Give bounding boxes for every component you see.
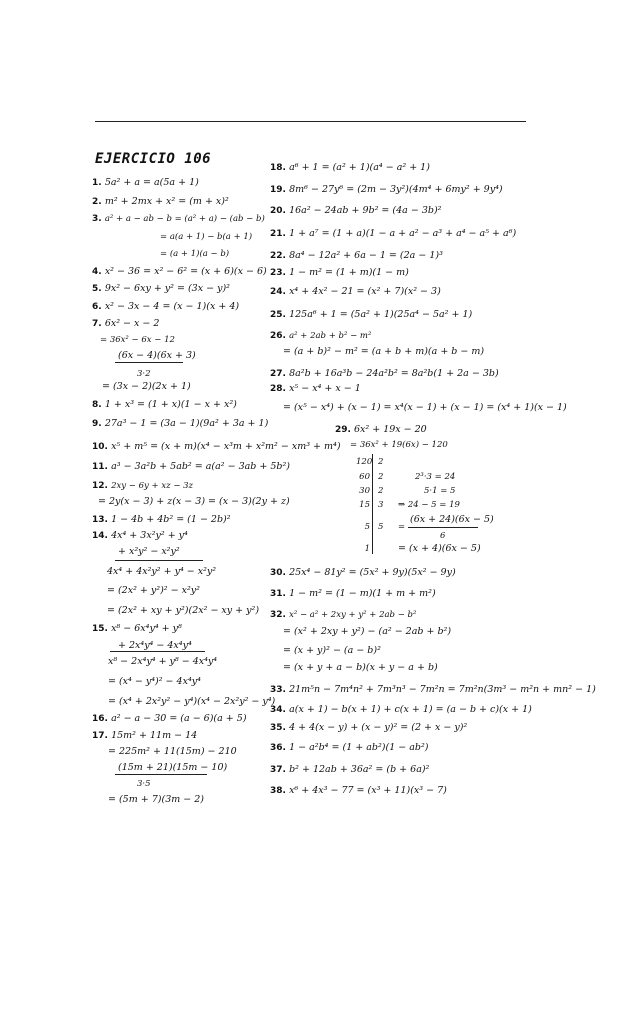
factor-table-cell: 30 xyxy=(359,486,370,496)
exercise-line xyxy=(118,350,196,362)
exercise-line xyxy=(270,267,409,279)
exercise-line xyxy=(270,609,416,621)
exercise-line xyxy=(270,162,430,174)
exercise-number: 15. xyxy=(92,624,112,634)
exercise-line xyxy=(270,722,467,734)
exercise-line xyxy=(92,283,230,295)
exercise-number: 37. xyxy=(270,765,290,775)
exercise-number: 23. xyxy=(270,268,290,278)
exercise-expression: a² + a − ab − b = (a² + a) − (ab − b) xyxy=(104,214,265,224)
exercise-line xyxy=(160,248,229,260)
exercise-expression: 9x² − 6xy + y² = (3x − y)² xyxy=(104,283,230,294)
exercise-expression: 6x² + 19x − 20 xyxy=(353,424,427,435)
exercise-expression: x⁶ + 4x³ − 77 = (x³ + 11)(x³ − 7) xyxy=(289,785,447,796)
exercise-expression: = (2x² + y²)² − x²y² xyxy=(107,585,200,596)
page-title: EJERCICIO 106 xyxy=(95,151,212,167)
exercise-expression: = (x⁴ + 2x²y² − y⁴)(x⁴ − 2x²y² − y⁴) xyxy=(108,696,276,707)
exercise-line xyxy=(92,623,182,635)
exercise-expression: 4x⁴ + 4x²y² + y⁴ − x²y² xyxy=(107,566,217,577)
exercise-line xyxy=(108,656,217,668)
exercise-number: 27. xyxy=(270,369,290,379)
exercise-line xyxy=(118,546,180,558)
exercise-expression: x² − 3x − 4 = (x − 1)(x + 4) xyxy=(104,301,240,312)
exercise-number: 24. xyxy=(270,287,290,297)
exercise-number: 22. xyxy=(270,251,290,261)
exercise-expression: 5a² + a = a(5a + 1) xyxy=(104,177,199,188)
exercise-expression: = (a + b)² − m² = (a + b + m)(a + b − m) xyxy=(283,346,485,357)
exercise-number: 3. xyxy=(92,214,105,224)
exercise-line xyxy=(270,184,503,196)
exercise-expression: x² − 36 = x² − 6² = (x + 6)(x − 6) xyxy=(104,266,267,277)
factor-table-cell: 5 xyxy=(364,522,370,532)
exercise-line xyxy=(270,330,371,342)
exercise-line xyxy=(92,301,239,313)
exercise-number: 21. xyxy=(270,229,290,239)
exercise-number: 17. xyxy=(92,731,112,741)
exercise-line xyxy=(270,764,429,776)
exercise-line xyxy=(92,213,265,225)
exercise-number: 10. xyxy=(92,442,112,452)
factor-table-cell: 2 xyxy=(378,472,384,482)
exercise-expression: = a(a + 1) − b(a + 1) xyxy=(160,232,253,242)
exercise-expression: 1 + x³ = (1 + x)(1 − x + x²) xyxy=(104,399,237,410)
exercise-line xyxy=(92,266,267,278)
top-rule xyxy=(95,121,526,122)
exercise-expression: m² + 2mx + x² = (m + x)² xyxy=(104,196,229,207)
exercise-number: 34. xyxy=(270,705,290,715)
factor-note: ⇒ 24 − 5 = 19 xyxy=(398,500,460,510)
exercise-line xyxy=(270,286,441,298)
exercise-expression: 27a³ − 1 = (3a − 1)(9a² + 3a + 1) xyxy=(104,418,269,429)
factor-table-divider xyxy=(372,454,373,554)
exercise-number: 7. xyxy=(92,319,105,329)
exercise-line xyxy=(92,441,341,453)
exercise-number: 33. xyxy=(270,685,290,695)
exercise-expression: + x²y² − x²y² xyxy=(118,546,180,557)
exercise-line xyxy=(92,713,247,725)
fraction-bar xyxy=(115,560,203,561)
exercise-line xyxy=(92,177,199,189)
exercise-expression: (6x − 4)(6x + 3) xyxy=(118,350,196,361)
exercise-expression: + 2x⁴y⁴ − 4x⁴y⁴ xyxy=(118,640,192,651)
exercise-expression: = (5m + 7)(3m − 2) xyxy=(108,794,204,805)
exercise-number: 8. xyxy=(92,400,105,410)
exercise-expression: 4x⁴ + 3x²y² + y⁴ xyxy=(111,530,188,541)
exercise-expression: x⁸ − 6x⁴y⁴ + y⁸ xyxy=(111,623,182,634)
exercise-line xyxy=(92,514,231,526)
factor-table-cell: 60 xyxy=(359,472,370,482)
exercise-expression: = (2x² + xy + y²)(2x² − xy + y²) xyxy=(107,605,260,616)
exercise-number: 9. xyxy=(92,419,105,429)
exercise-expression: 21m⁵n − 7m⁴n² + 7m³n³ − 7m²n = 7m²n(3m³ − m²n + mn² − 1) xyxy=(289,684,596,695)
exercise-expression: = 225m² + 11(15m) − 210 xyxy=(108,746,237,757)
exercise-number: 36. xyxy=(270,743,290,753)
exercise-expression: a² + 2ab + b² − m² xyxy=(289,331,372,341)
exercise-expression: 2xy − 6y + xz − 3z xyxy=(111,481,194,491)
exercise-expression: = (x⁵ − x⁴) + (x − 1) = x⁴(x − 1) + (x − 1) = (x⁴ + 1)(x − 1) xyxy=(283,402,567,413)
exercise-number: 30. xyxy=(270,568,290,578)
exercise-expression: 1 + a⁷ = (1 + a)(1 − a + a² − a³ + a⁴ − a⁵ + a⁶) xyxy=(289,228,517,239)
exercise-expression: = (x⁴ − y⁴)² − 4x⁴y⁴ xyxy=(108,676,201,687)
exercise-line xyxy=(92,480,193,492)
exercise-number: 6. xyxy=(92,302,105,312)
exercise-expression: x² − a² + 2xy + y² + 2ab − b² xyxy=(289,610,417,620)
factor-table-cell: 2 xyxy=(378,486,384,496)
exercise-number: 38. xyxy=(270,786,290,796)
exercise-line xyxy=(107,605,259,617)
exercise-line xyxy=(98,496,290,508)
exercise-line xyxy=(102,381,191,393)
factor-table-cell: 15 xyxy=(359,500,370,510)
exercise-number: 1. xyxy=(92,178,105,188)
exercise-line xyxy=(283,645,381,657)
factor-table-cell: 5 xyxy=(378,522,384,532)
exercise-number: 2. xyxy=(92,197,105,207)
exercise-line xyxy=(283,402,567,414)
exercise-expression: 16a² − 24ab + 9b² = (4a − 3b)² xyxy=(289,205,442,216)
exercise-expression: = (x + y + a − b)(x + y − a + b) xyxy=(283,662,438,673)
exercise-expression: (15m + 21)(15m − 10) xyxy=(118,762,228,773)
exercise-expression: 4 + 4(x − y) + (x − y)² = (2 + x − y)² xyxy=(289,722,468,733)
exercise-expression: = (x + y)² − (a − b)² xyxy=(283,645,381,656)
exercise-expression: 125a⁶ + 1 = (5a² + 1)(25a⁴ − 5a² + 1) xyxy=(289,309,473,320)
exercise-number: 11. xyxy=(92,462,112,472)
exercise-line xyxy=(137,368,151,380)
exercise-expression: a⁶ + 1 = (a² + 1)(a⁴ − a² + 1) xyxy=(289,162,430,173)
exercise-number: 28. xyxy=(270,384,290,394)
exercise-number: 35. xyxy=(270,723,290,733)
exercise-number: 31. xyxy=(270,589,290,599)
exercise-expression: 15m² + 11m − 14 xyxy=(111,730,198,741)
exercise-line xyxy=(283,662,438,674)
exercise-expression: 3·2 xyxy=(137,369,151,379)
exercise-number: 19. xyxy=(270,185,290,195)
exercise-line xyxy=(270,205,441,217)
exercise-line xyxy=(108,696,275,708)
exercise-line xyxy=(270,228,516,240)
factor-table-cell: 120 xyxy=(356,457,373,467)
exercise-line xyxy=(108,746,237,758)
exercise-line xyxy=(160,231,252,243)
exercise-expression: 1 − m² = (1 − m)(1 + m + m²) xyxy=(289,588,436,599)
exercise-expression: 1 − a²b⁴ = (1 + ab²)(1 − ab²) xyxy=(289,742,429,753)
exercise-line xyxy=(92,530,188,542)
fraction-bar xyxy=(115,774,207,775)
exercise-line xyxy=(108,794,204,806)
exercise-line xyxy=(92,399,237,411)
exercise-line xyxy=(92,461,290,473)
exercise-expression: b² + 12ab + 36a² = (b + 6a)² xyxy=(289,764,430,775)
factor-table-cell: 3 xyxy=(378,500,384,510)
exercise-expression: x⁸ − 2x⁴y⁴ + y⁸ − 4x⁴y⁴ xyxy=(108,656,218,667)
exercise-number: 13. xyxy=(92,515,112,525)
exercise-line xyxy=(92,196,229,208)
exercise-line xyxy=(118,762,227,774)
exercise-line xyxy=(270,250,443,262)
exercise-expression: 25x⁴ − 81y² = (5x² + 9y)(5x² − 9y) xyxy=(289,567,456,578)
exercise-number: 18. xyxy=(270,163,290,173)
exercise-line xyxy=(270,368,499,380)
fraction-bar xyxy=(115,362,183,363)
exercise-line xyxy=(270,588,436,600)
exercise-expression: = (x + 4)(6x − 5) xyxy=(398,543,481,554)
exercise-line xyxy=(107,566,216,578)
exercise-number: 29. xyxy=(335,425,351,435)
exercise-expression: 8a⁴ − 12a² + 6a − 1 = (2a − 1)³ xyxy=(289,250,443,261)
exercise-number: 16. xyxy=(92,714,112,724)
fraction-numerator: (6x + 24)(6x − 5) xyxy=(410,514,494,525)
exercise-line xyxy=(283,626,451,638)
exercise-expression: 1 − m² = (1 + m)(1 − m) xyxy=(289,267,409,278)
exercise-line xyxy=(92,418,268,430)
exercise-number: 32. xyxy=(270,610,290,620)
exercise-line xyxy=(92,318,159,330)
factor-note: 2³·3 = 24 xyxy=(415,472,456,482)
exercise-expression: = 36x² − 6x − 12 xyxy=(100,335,175,345)
exercise-line xyxy=(270,704,532,716)
factor-table-cell: 2 xyxy=(378,457,384,467)
exercise-line xyxy=(283,346,484,358)
equals-sign: = xyxy=(398,522,406,532)
exercise-expression: 8a²b + 16a³b − 24a²b² = 8a²b(1 + 2a − 3b) xyxy=(289,368,499,379)
exercise-number: 26. xyxy=(270,331,290,341)
exercise-number: 14. xyxy=(92,531,112,541)
exercise-line xyxy=(108,676,201,688)
fraction-denominator: 6 xyxy=(440,531,446,541)
exercise-expression: a³ − 3a²b + 5ab² = a(a² − 3ab + 5b²) xyxy=(111,461,291,472)
exercise-expression: a(x + 1) − b(x + 1) + c(x + 1) = (a − b + c)(x + 1) xyxy=(289,704,532,715)
fraction-bar xyxy=(408,527,478,528)
exercise-expression: 6x² − x − 2 xyxy=(104,318,160,329)
exercise-line xyxy=(270,567,456,579)
exercise-line xyxy=(270,684,596,696)
exercise-line xyxy=(335,424,427,436)
exercise-line xyxy=(270,383,361,395)
exercise-number: 5. xyxy=(92,284,105,294)
exercise-expression: = 2y(x − 3) + z(x − 3) = (x − 3)(2y + z) xyxy=(98,496,290,507)
exercise-line xyxy=(270,742,429,754)
exercise-number: 4. xyxy=(92,267,105,277)
exercise-expression: 3·5 xyxy=(137,779,151,789)
exercise-number: 20. xyxy=(270,206,290,216)
exercise-line xyxy=(92,730,197,742)
fraction-bar xyxy=(110,651,205,652)
exercise-line xyxy=(270,785,447,797)
exercise-line xyxy=(137,778,151,790)
exercise-line xyxy=(107,585,200,597)
exercise-line xyxy=(270,309,472,321)
exercise-expression: = (3x − 2)(2x + 1) xyxy=(102,381,191,392)
factor-note: 5·1 = 5 xyxy=(424,486,456,496)
exercise-expression: x⁴ + 4x² − 21 = (x² + 7)(x² − 3) xyxy=(289,286,441,297)
exercise-line xyxy=(100,334,175,346)
exercise-number: 25. xyxy=(270,310,290,320)
exercise-expression: = (x² + 2xy + y²) − (a² − 2ab + b²) xyxy=(283,626,452,637)
exercise-expression: = (a + 1)(a − b) xyxy=(160,249,230,259)
exercise-expression: x⁵ + m⁵ = (x + m)(x⁴ − x³m + x²m² − xm³ + m⁴) xyxy=(111,441,341,452)
exercise-expression: 8m⁶ − 27y⁶ = (2m − 3y²)(4m⁴ + 6my² + 9y⁴) xyxy=(289,184,503,195)
exercise-expression: = 36x² + 19(6x) − 120 xyxy=(350,440,448,450)
factor-table-cell: 1 xyxy=(364,544,370,554)
exercise-number: 12. xyxy=(92,481,112,491)
exercise-expression: 1 − 4b + 4b² = (1 − 2b)² xyxy=(111,514,231,525)
exercise-expression: x⁵ − x⁴ + x − 1 xyxy=(289,383,361,394)
exercise-expression: a² − a − 30 = (a − 6)(a + 5) xyxy=(111,713,247,724)
